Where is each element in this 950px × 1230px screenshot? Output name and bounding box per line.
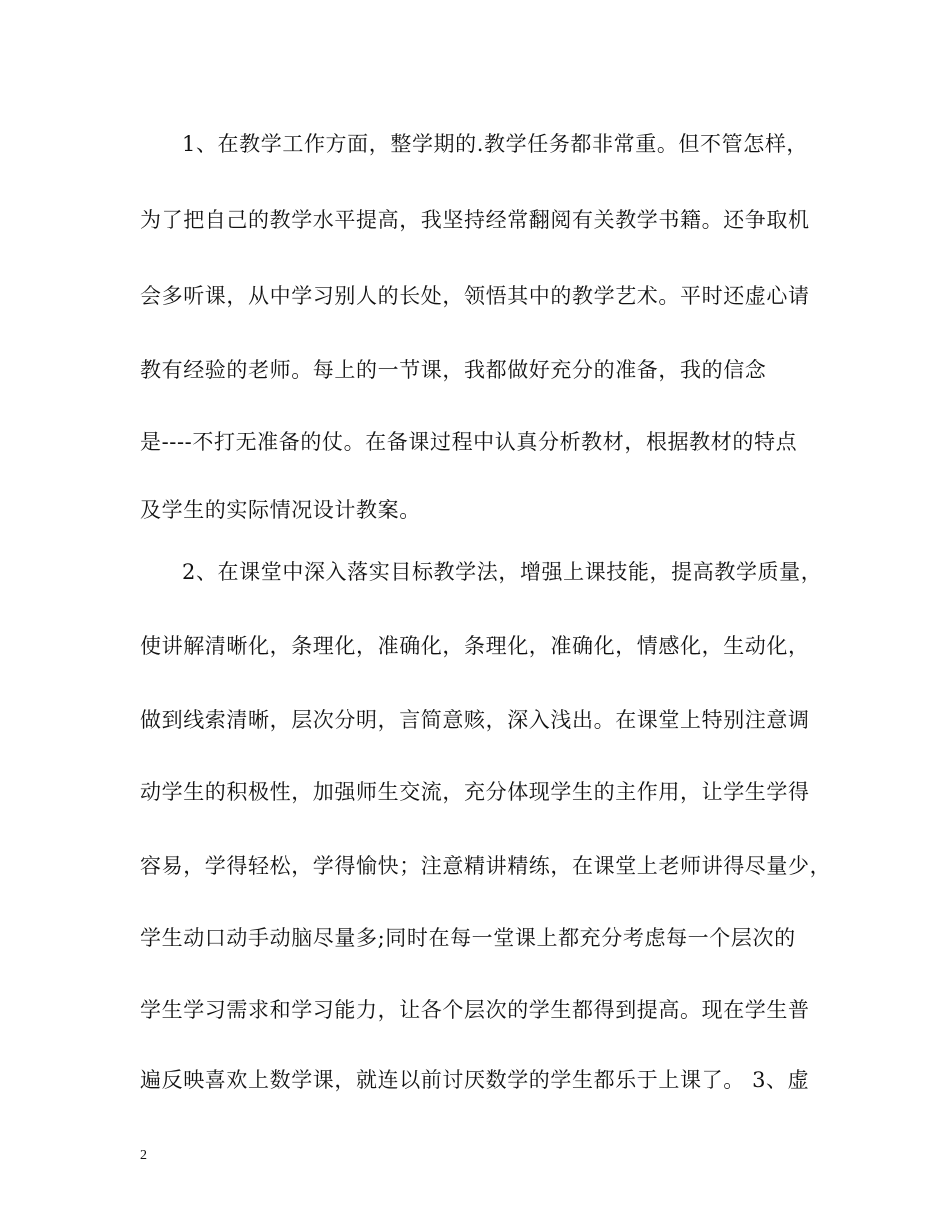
text-line: 学生学习需求和学习能力，让各个层次的学生都得到提高。现在学生普	[140, 998, 810, 1022]
text-line: 会多听课，从中学习别人的长处，领悟其中的教学艺术。平时还虚心请	[140, 284, 810, 308]
text-line: 容易，学得轻松，学得愉快；注意精讲精练，在课堂上老师讲得尽量少，	[140, 854, 832, 878]
text-line: 2、在课堂中深入落实目标教学法，增强上课技能，提高教学质量，	[182, 560, 823, 584]
text-line: 做到线索清晰，层次分明，言简意赅，深入浅出。在课堂上特别注意调	[140, 708, 810, 732]
text-line: 1、在教学工作方面，整学期的.教学任务都非常重。但不管怎样，	[182, 132, 809, 156]
text-line: 是----不打无准备的仗。在备课过程中认真分析教材，根据教材的特点	[140, 430, 798, 454]
text-line: 为了把自己的教学水平提高，我坚持经常翻阅有关教学书籍。还争取机	[140, 208, 810, 232]
text-line: 使讲解清晰化，条理化，准确化，条理化，准确化，情感化，生动化，	[140, 634, 810, 658]
text-line: 及学生的实际情况设计教案。	[140, 498, 421, 522]
text-line: 教有经验的老师。每上的一节课，我都做好充分的准备，我的信念	[140, 358, 767, 382]
page-number: 2	[140, 1148, 147, 1163]
text-line: 学生动口动手动脑尽量多;同时在每一堂课上都充分考虑每一个层次的	[140, 926, 796, 950]
text-line: 遍反映喜欢上数学课，就连以前讨厌数学的学生都乐于上课了。 3、虚	[140, 1068, 810, 1092]
text-line: 动学生的积极性，加强师生交流，充分体现学生的主作用，让学生学得	[140, 780, 810, 804]
